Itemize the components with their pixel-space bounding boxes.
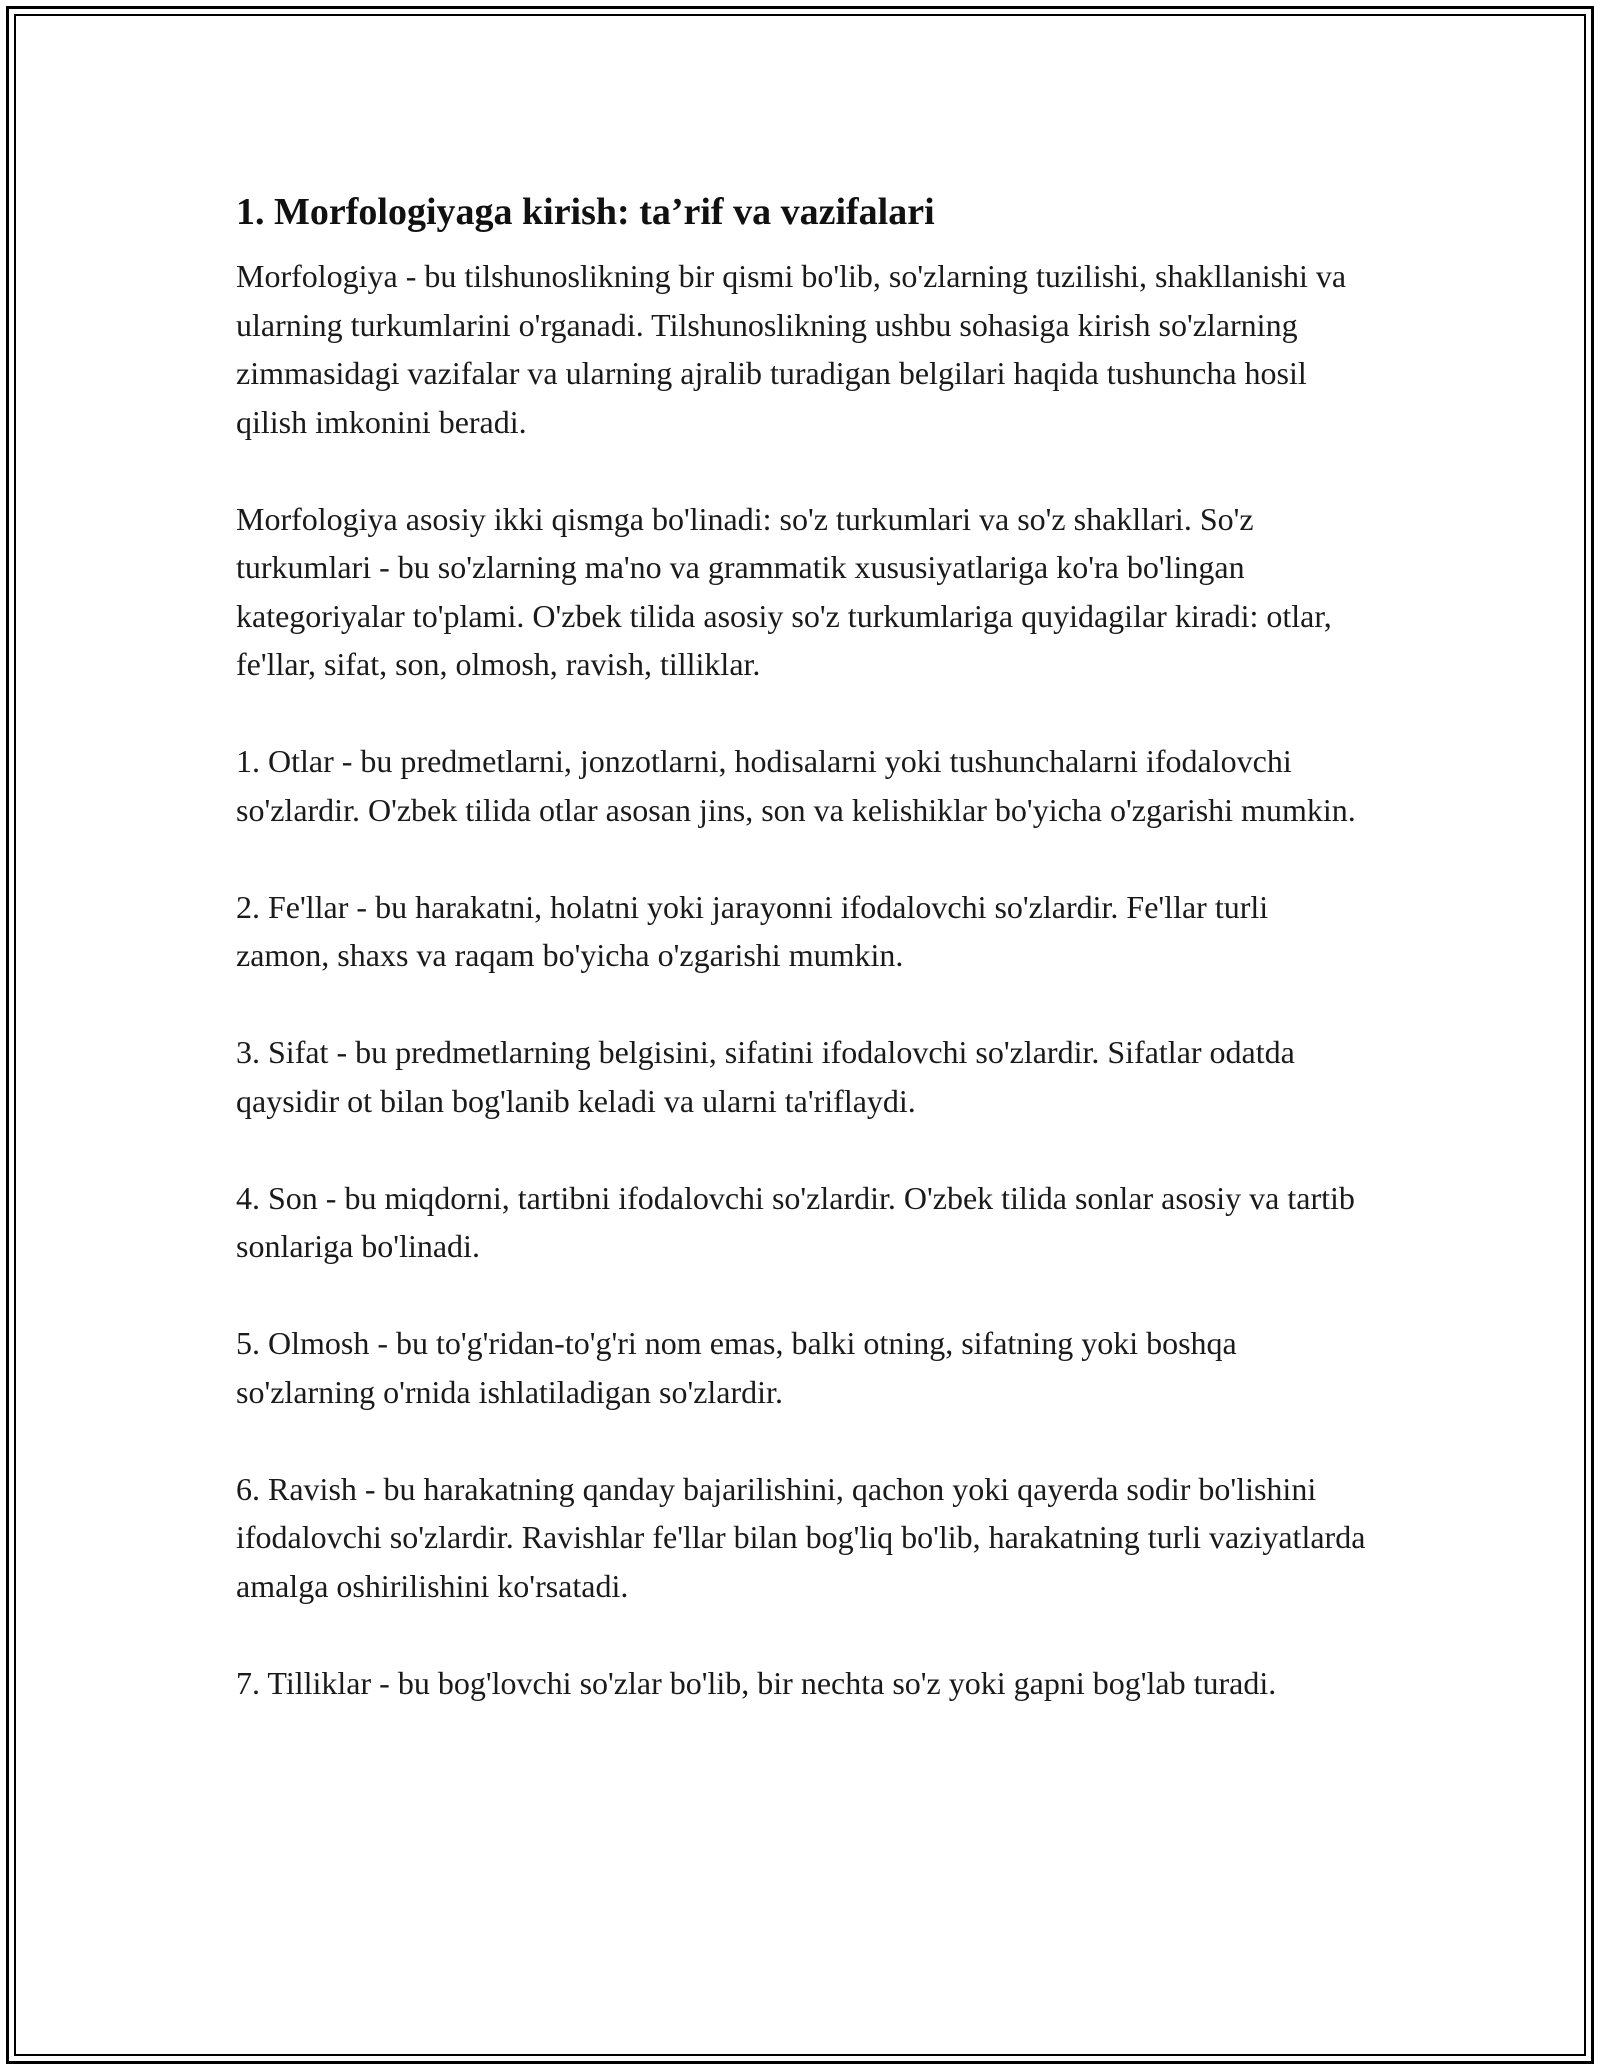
paragraph-sifat: 3. Sifat - bu predmetlarning belgisini, sifatini ifodalovchi so'zlardir. Sifatlar odatda qaysidir ot bilan bog'lanib keladi va ularni ta'riflaydi. — [236, 1034, 1295, 1119]
paragraph-intro: Morfologiya - bu tilshunoslikning bir qismi bo'lib, so'zlarning tuzilishi, shakllanishi va ularning turkumlarini o'rganadi. Tilshunoslikning ushbu sohasiga kirish so'zlarning zimmasidagi vazifalar va ularning ajralib turadigan belgilari haqida tushuncha hosil qilish imkonini beradi. — [236, 258, 1347, 440]
paragraph-otlar: 1. Otlar - bu predmetlarni, jonzotlarni, hodisalarni yoki tushunchalarni ifodalovchi so'zlardir. O'zbek tilida otlar asosan jins, son va kelishiklar bo'yicha o'zgarishi mumkin. — [236, 743, 1356, 828]
document-body — [236, 186, 1366, 1707]
paragraph-parts: Morfologiya asosiy ikki qismga bo'linadi: so'z turkumlari va so'z shakllari. So'z turkumlari - bu so'zlarning ma'no va grammatik xususiyatlariga ko'ra bo'lingan kategoriyalar to'plami. O'zbek tilida asosiy so'z turkumlariga quyidagilar kiradi: otlar, fe'llar, sifat, son, olmosh, ravish, tilliklar. — [236, 500, 1332, 682]
paragraph-olmosh: 5. Olmosh - bu to'g'ridan-to'g'ri nom emas, balki otning, sifatning yoki boshqa so'zlarning o'rnida ishlatiladigan so'zlardir. — [236, 1325, 1237, 1410]
paragraph-tilliklar: 7. Tilliklar - bu bog'lovchi so'zlar bo'lib, bir nechta so'z yoki gapni bog'lab turadi. — [236, 1664, 1277, 1701]
paragraph-fellar: 2. Fe'llar - bu harakatni, holatni yoki jarayonni ifodalovchi so'zlardir. Fe'llar turli zamon, shaxs va raqam bo'yicha o'zgarishi mumkin. — [236, 888, 1269, 973]
document-title: 1. Morfologiyaga kirish: ta’rif va vazifalari — [236, 191, 935, 233]
paragraph-ravish: 6. Ravish - bu harakatning qanday bajarilishini, qachon yoki qayerda sodir bo'lishini ifodalovchi so'zlardir. Ravishlar fe'llar bilan bog'liq bo'lib, harakatning turli vaziyatlarda amalga oshirilishini ko'rsatadi. — [236, 1470, 1366, 1604]
paragraph-son: 4. Son - bu miqdorni, tartibni ifodalovchi so'zlardir. O'zbek tilida sonlar asosiy va tartib sonlariga bo'linadi. — [236, 1179, 1355, 1264]
